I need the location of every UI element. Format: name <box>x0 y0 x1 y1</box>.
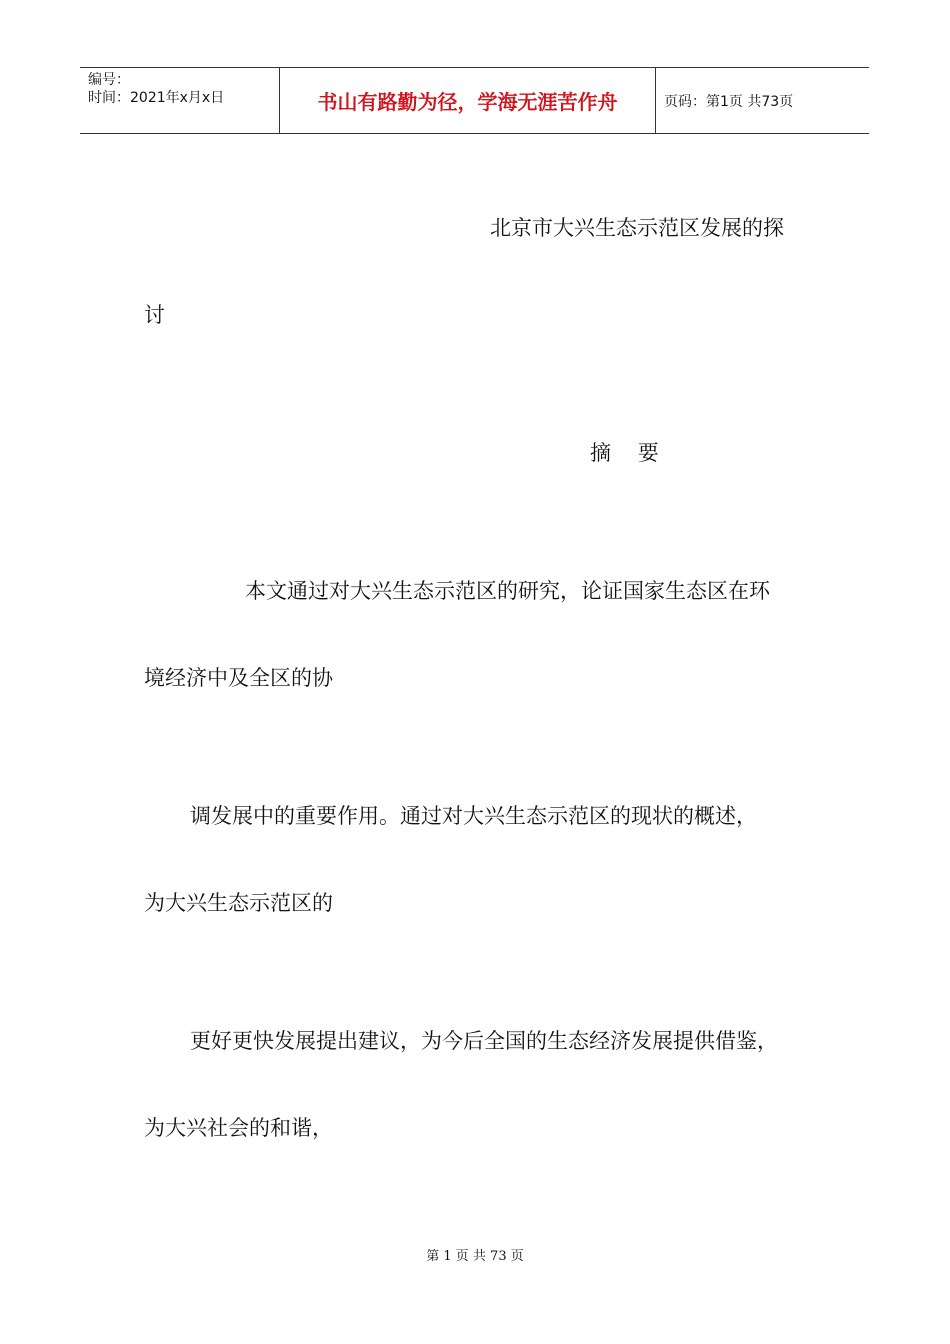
paragraph-line: 更好更快发展提出建议，为今后全国的生态经济发展提供借鉴， <box>190 1029 778 1053</box>
time-label: 时间：2021年x月x日 <box>88 90 225 106</box>
page-footer: 第 1 页 共 73 页 <box>426 1249 524 1264</box>
abstract-heading: 摘 要 <box>590 441 659 465</box>
document-header <box>80 67 869 134</box>
paragraph-line: 为大兴社会的和谐， <box>144 1116 333 1140</box>
header-page-info: 页码：第1页 共73页 <box>664 93 794 110</box>
number-label: 编号： <box>88 72 130 88</box>
header-meta <box>80 68 280 133</box>
paragraph-line: 本文通过对大兴生态示范区的研究，论证国家生态区在环 <box>245 579 770 603</box>
document-title-line2: 讨 <box>144 303 165 327</box>
header-motto: 书山有路勤为径，学海无涯苦作舟 <box>280 68 656 133</box>
paragraph-line: 为大兴生态示范区的 <box>144 891 333 915</box>
paragraph-line: 调发展中的重要作用。通过对大兴生态示范区的现状的概述， <box>190 804 757 828</box>
paragraph-line: 境经济中及全区的协 <box>144 666 333 690</box>
document-title-line1: 北京市大兴生态示范区发展的探 <box>490 216 784 240</box>
